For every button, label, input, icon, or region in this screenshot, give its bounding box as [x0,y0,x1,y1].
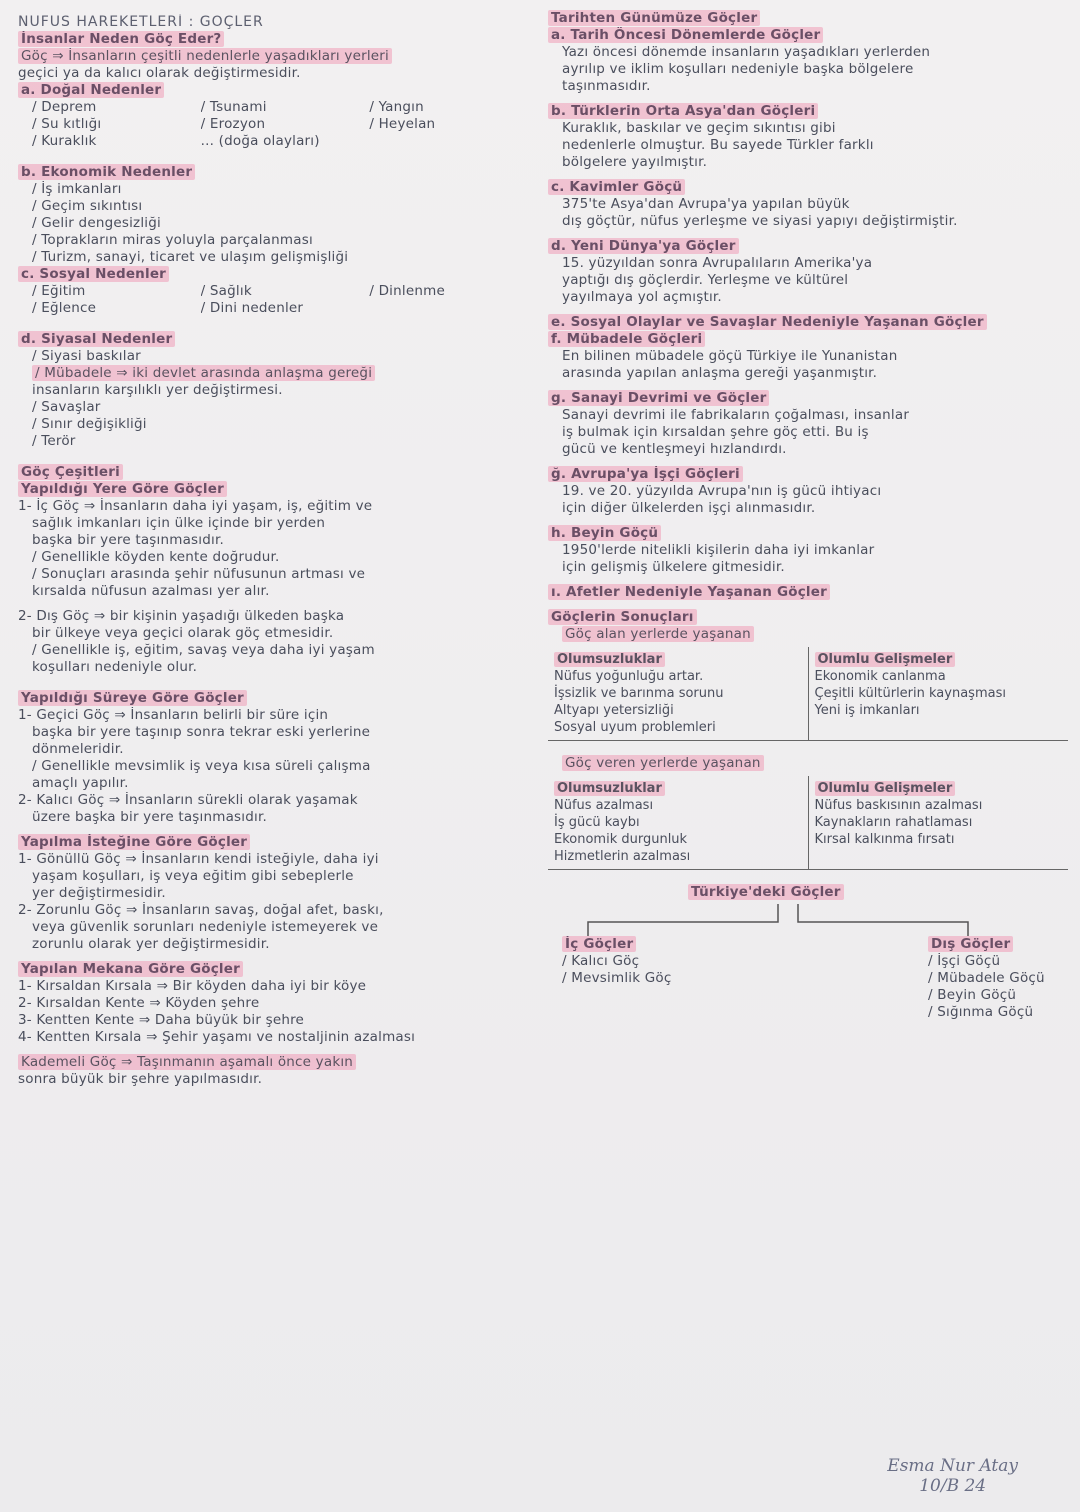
left-column [18,14,538,1088]
will-line: 2- Zorunlu Göç ⇒ İnsanların savaş, doğal afet, baskı, [18,902,384,918]
duration-line: 1- Geçici Göç ⇒ İnsanların belirli bir süre için [18,707,329,723]
internal-line: başka bir yere taşınmasıdır. [32,532,224,548]
negative-item: Nüfus yoğunluğu artar. [554,669,704,684]
negative-item: İşsizlik ve barınma sorunu [554,686,724,701]
new-world-line: yaptığı dış göçlerdir. Yerleşme ve kültürel [562,272,849,288]
natural-item: / Su kıtlığı [32,116,102,132]
social-events-heading: e. Sosyal Olaylar ve Savaşlar Nedeniyle Yaşanan Göçler [548,314,987,330]
positive-label: Olumlu Gelişmeler [815,781,956,796]
tree-branches [548,900,1068,940]
economic-heading: b. Ekonomik Nedenler [18,164,195,180]
external-branch-label: Dış Göçler [928,936,1013,952]
sending-negative [548,776,809,870]
migration-types-heading: Göç Çeşitleri [18,464,123,480]
political-item: / Siyasi baskılar [32,348,141,364]
positive-item: Nüfus baskısının azalması [814,798,983,813]
external-line: bir ülkeye veya geçici olarak göç etmesidir. [32,625,334,641]
place-line: 2- Kırsaldan Kente ⇒ Köyden şehre [18,995,260,1011]
internal-branch [562,936,671,987]
sending-positive [809,776,1069,870]
negative-item: Sosyal uyum problemleri [554,720,716,735]
positive-label: Olumlu Gelişmeler [815,652,956,667]
negative-label: Olumsuzluklar [554,652,665,667]
internal-line: 1- İç Göç ⇒ İnsanların daha iyi yaşam, iş, eğitim ve [18,498,373,514]
duration-line: / Genellikle mevsimlik iş veya kısa süreli çalışma [32,758,371,774]
disaster-heading: ı. Afetler Nedeniyle Yaşanan Göçler [548,584,830,600]
external-branch-item: / İşçi Göçü [928,953,1001,969]
internal-line: sağlık imkanları için ülke içinde bir yerden [32,515,326,531]
negative-label: Olumsuzluklar [554,781,665,796]
positive-item: Çeşitli kültürlerin kaynaşması [814,686,1006,701]
political-list [18,348,538,450]
industry-line: iş bulmak için kırsaldan şehre göç etti. Bu iş [562,424,869,440]
positive-item: Yeni iş imkanları [814,703,920,718]
sending-heading: Göç veren yerlerde yaşanan [562,755,764,771]
social-item: / Eğlence [32,300,97,316]
negative-item: Nüfus azalması [554,798,654,813]
economic-item: / İş imkanları [32,181,122,197]
exchange-line: arasında yapılan anlaşma gereği yaşanmıştır. [562,365,878,381]
natural-item: / Yangın [369,99,424,115]
europe-workers-line: 19. ve 20. yüzyılda Avrupa'nın iş gücü ihtiyacı [562,483,882,499]
internal-branch-item: / Mevsimlik Göç [562,970,672,986]
place-heading: Yapılan Mekana Göre Göçler [18,961,243,977]
negative-item: Hizmetlerin azalması [554,849,691,864]
place-line: 4- Kentten Kırsala ⇒ Şehir yaşamı ve nostaljinin azalması [18,1029,416,1045]
external-branch-item: / Beyin Göçü [928,987,1017,1003]
positive-item: Kaynakların rahatlaması [814,815,973,830]
duration-heading: Yapıldığı Süreye Göre Göçler [18,690,247,706]
turkey-migration-tree [548,884,1068,1020]
tribes-line: dış göçtür, nüfus yerleşme ve siyasi yapıyı değiştirmiştir. [562,213,958,229]
political-heading: d. Siyasal Nedenler [18,331,175,347]
signature [887,1456,1018,1496]
social-causes [18,283,538,317]
industry-heading: g. Sanayi Devrimi ve Göçler [548,390,769,406]
prehistory-line: ayrılıp ve iklim koşulları nedeniyle başka bölgelere [562,61,914,77]
brain-drain-line: 1950'lerde nitelikli kişilerin daha iyi imkanlar [562,542,875,558]
internal-line: kırsalda nüfusun azalması yer alır. [32,583,270,599]
natural-heading: a. Doğal Nedenler [18,82,164,98]
right-column [548,10,1068,1020]
external-branch [928,936,1045,1021]
external-branch-item: / Mübadele Göçü [928,970,1045,986]
positive-item: Kırsal kalkınma fırsatı [814,832,955,847]
natural-item: ... (doğa olayları) [200,133,320,149]
receiving-heading: Göç alan yerlerde yaşanan [562,626,754,642]
natural-item: / Heyelan [369,116,436,132]
definition-line-2: geçici ya da kalıcı olarak değiştirmesidir. [18,65,301,81]
external-line: koşulları nedeniyle olur. [32,659,198,675]
political-item: / Terör [32,433,76,449]
industry-line: Sanayi devrimi ile fabrikaların çoğalması, insanlar [562,407,910,423]
social-item: / Sağlık [200,283,252,299]
natural-causes [18,99,538,150]
history-heading: Tarihten Günümüze Göçler [548,10,760,26]
place-list [18,978,538,1046]
duration-line: 2- Kalıcı Göç ⇒ İnsanların sürekli olarak yaşamak [18,792,358,808]
europe-workers-line: için diğer ülkelerden işçi alınmasıdır. [562,500,816,516]
tribes-heading: c. Kavimler Göçü [548,179,685,195]
natural-item: / Tsunami [200,99,267,115]
new-world-heading: d. Yeni Dünya'ya Göçler [548,238,739,254]
negative-item: Ekonomik durgunluk [554,832,688,847]
exchange-line: En bilinen mübadele göçü Türkiye ile Yunanistan [562,348,898,364]
negative-item: İş gücü kaybı [554,815,640,830]
social-item: / Dinlenme [369,283,445,299]
receiving-table [548,647,1068,741]
internal-line: / Genellikle köyden kente doğrudur. [32,549,280,565]
sending-table [548,776,1068,870]
stage-line-2: sonra büyük bir şehre yapılmasıdır. [18,1071,263,1087]
political-item: / Savaşlar [32,399,101,415]
positive-item: Ekonomik canlanma [814,669,946,684]
signature-class: 10/B 24 [919,1476,987,1496]
receiving-negative [548,647,809,741]
economic-item: / Geçim sıkıntısı [32,198,143,214]
internal-branch-item: / Kalıcı Göç [562,953,640,969]
natural-item: / Kuraklık [32,133,97,149]
page-title: NÜFUS HAREKETLERİ : GÖÇLER [18,14,264,30]
turks-heading: b. Türklerin Orta Asya'dan Göçleri [548,103,818,119]
prehistory-heading: a. Tarih Öncesi Dönemlerde Göçler [548,27,823,43]
new-world-line: yayılmaya yol açmıştır. [562,289,722,305]
political-item: / Mübadele ⇒ iki devlet arasında anlaşma gereği [32,365,375,381]
will-line: zorunlu olarak yer değiştirmesidir. [32,936,270,952]
negative-item: Altyapı yetersizliği [554,703,674,718]
will-list [18,851,538,953]
will-line: veya güvenlik sorunları nedeniyle istemeyerek ve [32,919,379,935]
natural-item: / Deprem [32,99,97,115]
turks-line: bölgelere yayılmıştır. [562,154,708,170]
economic-item: / Turizm, sanayi, ticaret ve ulaşım gelişmişliği [32,249,349,265]
economic-item: / Toprakların miras yoluyla parçalanması [32,232,313,248]
industry-line: gücü ve kentleşmeyi hızlandırdı. [562,441,787,457]
duration-line: başka bir yere taşınıp sonra tekrar eski yerlerine [32,724,371,740]
will-line: 1- Gönüllü Göç ⇒ İnsanların kendi isteğiyle, daha iyi [18,851,379,867]
signature-name: Esma Nur Atay [887,1456,1018,1476]
external-migration [18,608,538,676]
exchange-heading: f. Mübadele Göçleri [548,331,705,347]
will-line: yer değiştirmesidir. [32,885,166,901]
place-line: 1- Kırsaldan Kırsala ⇒ Bir köyden daha iyi bir köye [18,978,367,994]
prehistory-line: Yazı öncesi dönemde insanların yaşadıkları yerlerden [562,44,931,60]
natural-item: / Erozyon [200,116,266,132]
external-line: / Genellikle iş, eğitim, savaş veya daha iyi yaşam [32,642,375,658]
economic-list [18,181,538,266]
external-branch-item: / Sığınma Göçü [928,1004,1034,1020]
brain-drain-line: için gelişmiş ülkelere gitmesidir. [562,559,785,575]
economic-item: / Gelir dengesizliği [32,215,161,231]
place-line: 3- Kentten Kente ⇒ Daha büyük bir şehre [18,1012,305,1028]
brain-drain-heading: h. Beyin Göçü [548,525,661,541]
internal-migration [18,498,538,600]
definition-line-1: Göç ⇒ İnsanların çeşitli nedenlerle yaşadıkları yerleri [18,48,392,64]
turks-line: nedenlerle olmuştur. Bu sayede Türkler farklı [562,137,874,153]
political-item: / Sınır değişikliği [32,416,147,432]
turks-line: Kuraklık, baskılar ve geçim sıkıntısı gibi [562,120,836,136]
social-item: / Eğitim [32,283,86,299]
stage-line-1: Kademeli Göç ⇒ Taşınmanın aşamalı önce yakın [18,1054,356,1070]
question-heading: İnsanlar Neden Göç Eder? [18,31,224,47]
internal-branch-label: İç Göçler [562,936,636,952]
will-line: yaşam koşulları, iş veya eğitim gibi sebeplerle [32,868,354,884]
receiving-positive [809,647,1069,741]
tribes-line: 375'te Asya'dan Avrupa'ya yapılan büyük [562,196,850,212]
political-item: insanların karşılıklı yer değiştirmesi. [32,382,283,398]
results-heading: Göçlerin Sonuçları [548,609,697,625]
social-heading: c. Sosyal Nedenler [18,266,169,282]
new-world-line: 15. yüzyıldan sonra Avrupalıların Amerika'ya [562,255,873,271]
europe-workers-heading: ğ. Avrupa'ya İşçi Göçleri [548,466,743,482]
internal-line: / Sonuçları arasında şehir nüfusunun artması ve [32,566,366,582]
duration-line: dönmeleridir. [32,741,124,757]
by-place-subheading: Yapıldığı Yere Göre Göçler [18,481,227,497]
social-item: / Dini nedenler [200,300,304,316]
will-heading: Yapılma İsteğine Göre Göçler [18,834,250,850]
duration-line: üzere başka bir yere taşınmasıdır. [32,809,267,825]
external-line: 2- Dış Göç ⇒ bir kişinin yaşadığı ülkeden başka [18,608,345,624]
prehistory-line: taşınmasıdır. [562,78,651,94]
duration-list [18,707,538,826]
turkey-heading: Türkiye'deki Göçler [688,884,844,900]
duration-line: amaçlı yapılır. [32,775,129,791]
